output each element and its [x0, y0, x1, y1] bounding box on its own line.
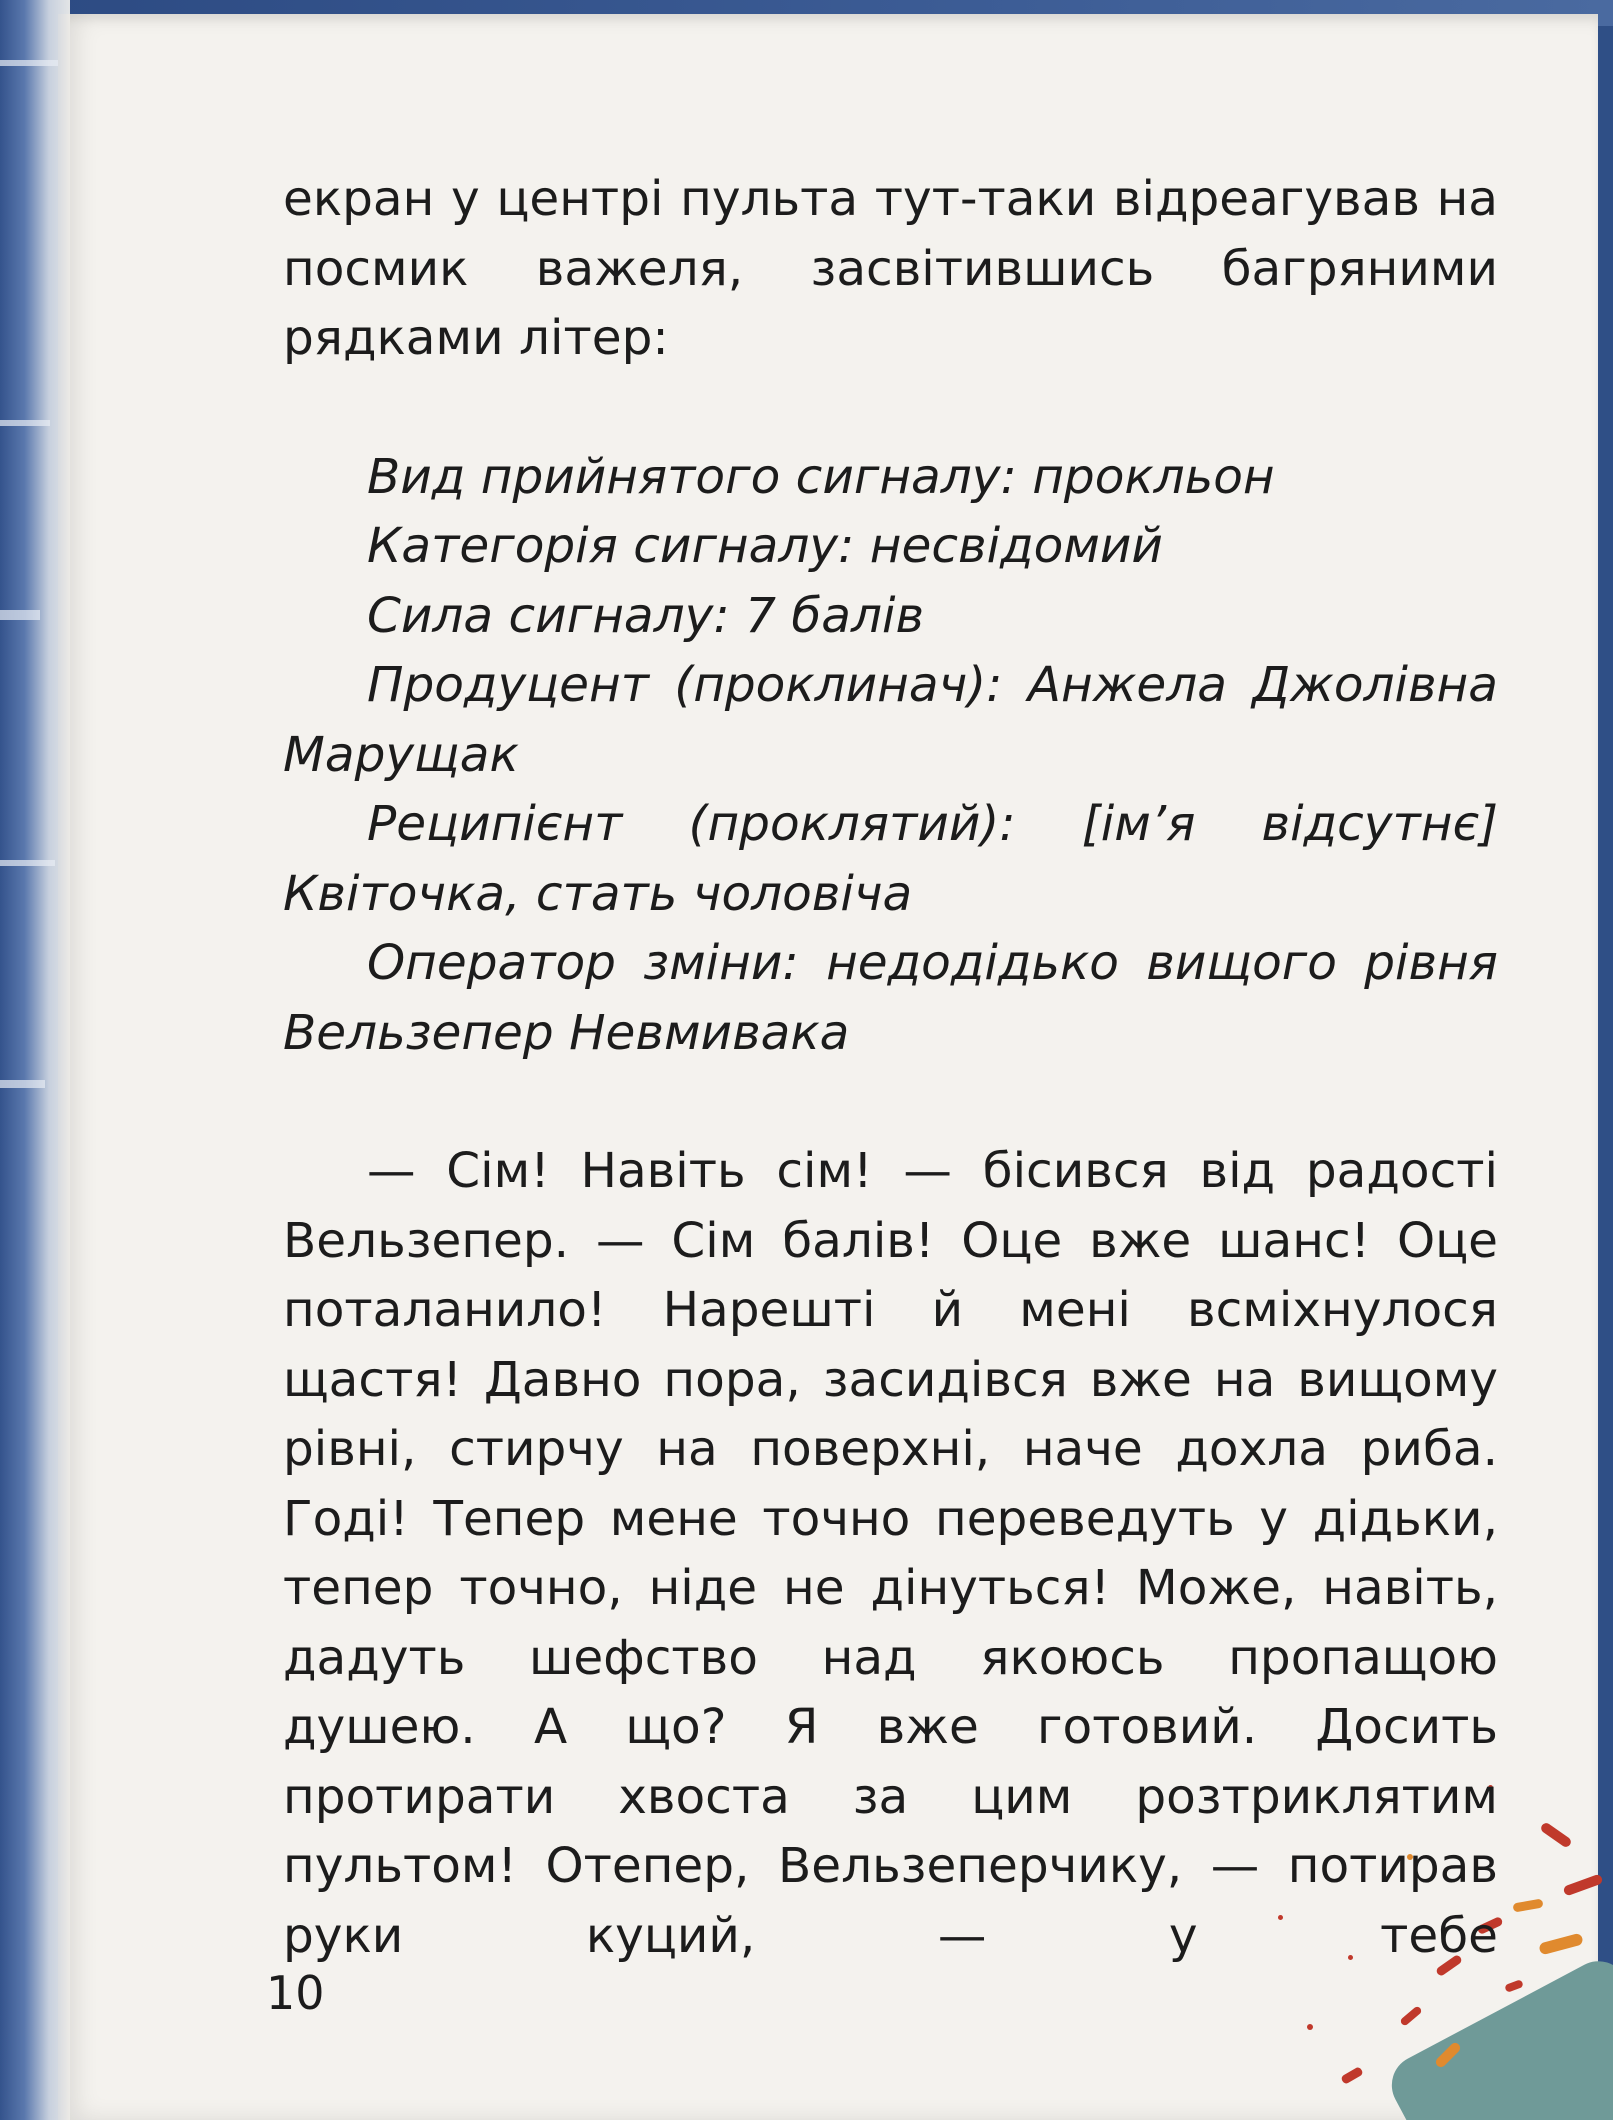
signal-line-producer: Продуцент (проклинач): Анжела Джолівна Марущак [283, 657, 1498, 783]
signal-line-recipient: Реципієнт (проклятий): [ім’я відсутнє] Квіточка, стать чоловіча [283, 796, 1498, 922]
signal-readout [283, 443, 1498, 1069]
signal-line-operator: Оператор зміни: недодідько вищого рівня Вельзепер Невмивака [283, 935, 1498, 1061]
paragraph-spacer [283, 1068, 1498, 1137]
teal-corner-shape [1381, 1951, 1613, 2120]
paragraph-spacer [283, 374, 1498, 443]
intro-paragraph: екран у центрі пульта тут-таки відреагував на посмик важеля, засвітившись багряними рядками літер: [283, 171, 1498, 366]
page-text [283, 165, 1498, 1971]
page-gutter [58, 14, 70, 2120]
signal-line-type: Вид прийнятого сигналу: прокльон [367, 448, 1275, 505]
page-number: 10 [266, 1966, 325, 2020]
signal-line-strength: Сила сигналу: 7 балів [367, 587, 925, 644]
dialogue-paragraph: — Сім! Навіть сім! — бісився від радості Вельзепер. — Сім балів! Оце вже шанс! Оце поталанило! Нарешті й мені всміхнулося щастя! Давно пора, засидівся вже на вищому рівні, стирчу на поверхні, наче дохла риба. Годі! Тепер мене точно переведуть у дідьки, тепер точно, ніде не дінуться! Може, навіть, дадуть шефство над якоюсь пропащою душею. А що? Я вже готовий. Досить протирати хвоста за цим розтриклятим пультом! Отепер, Вельзеперчику, — потирав руки куций, — у тебе [283, 1143, 1498, 1964]
signal-line-category: Категорія сигналу: несвідомий [367, 518, 1163, 574]
